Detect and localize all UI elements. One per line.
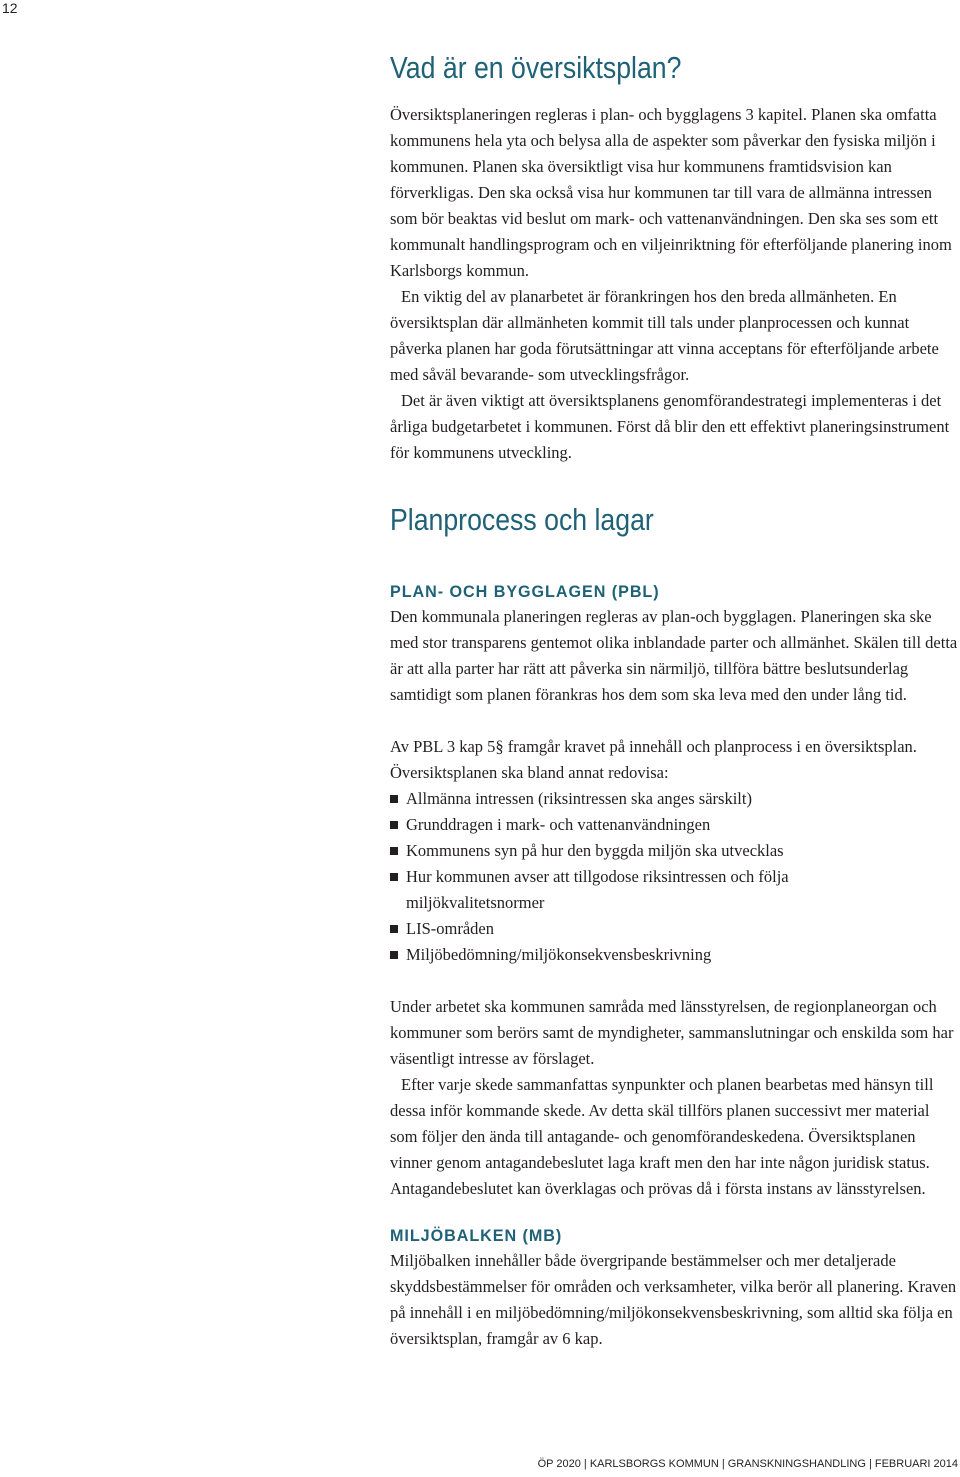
list-item: Miljöbedömning/miljökonsekvensbeskrivning: [390, 942, 960, 968]
list-item: Kommunens syn på hur den byggda miljön ska utvecklas: [390, 838, 960, 864]
square-bullet-icon: [390, 873, 398, 881]
list-item: Allmänna intressen (riksintressen ska anges särskilt): [390, 786, 960, 812]
square-bullet-icon: [390, 821, 398, 829]
spacer: [390, 968, 960, 994]
paragraph: Översiktsplaneringen regleras i plan- och bygglagens 3 kapitel. Planen ska omfatta kommunens hela yta och belysa alla de aspekter som påverkar den fysiska miljön i kommunen. Planen ska översiktligt visa hur kommunens framtidsvision kan förverkligas. Den ska också visa hur kommunen tar till vara de allmänna intressen som bör beaktas vid beslut om mark- och vattenanvändningen. Den ska ses som ett kommunalt handlingsprogram och en viljeinriktning för efterföljande planering inom Karlsborgs kommun.: [390, 105, 952, 280]
paragraph: Miljöbalken innehåller både övergripande bestämmelser och mer detaljerade skyddsbestämmelser för områden och verksamheter, vilka berör all planering. Kraven på innehåll i en miljöbedömning/miljökonsekvensbeskrivning, som alltid ska följa en översiktsplan, framgår av 6 kap.: [390, 1251, 957, 1348]
subheading-pbl: PLAN- OCH BYGGLAGEN (PBL): [390, 582, 660, 601]
list-item: Hur kommunen avser att tillgodose riksintressen och följa miljökvalitetsnormer: [390, 864, 861, 916]
square-bullet-icon: [390, 847, 398, 855]
spacer: [390, 1202, 960, 1224]
square-bullet-icon: [390, 795, 398, 803]
paragraph: Den kommunala planeringen regleras av plan-och bygglagen. Planeringen ska ske med stor transparens gentemot olika inblandade parter och allmänhet. Skälen till detta är att alla parter har rätt att påverka sin närmiljö, tillföra bättre beslutsunderlag samtidigt som planen förankras hos dem som ska leva med den under lång tid.: [390, 607, 958, 704]
square-bullet-icon: [390, 951, 398, 959]
section-title-oversiktsplan: Vad är en översiktsplan?: [390, 50, 682, 85]
paragraph: Efter varje skede sammanfattas synpunkter och planen bearbetas med hänsyn till dessa inför kommande skede. Av detta skäl tillförs planen successivt mer material som följer den ända till antagande- och genomförandeskedena. Översiktsplanen vinner genom antagandebeslutet laga kraft men den har inte någon juridisk status. Antagandebeslutet kan överklagas och prövas då i första instans av länsstyrelsen.: [390, 1075, 934, 1198]
paragraph: En viktig del av planarbetet är förankringen hos den breda allmänheten. En översiktsplan där allmänheten kommit till tals under planprocessen och kunnat påverka planen har goda förutsättningar att vinna acceptans för efterföljande arbete med såväl bevarande- som utvecklingsfrågor.: [390, 287, 939, 384]
section-title-planprocess: Planprocess och lagar: [390, 502, 654, 537]
requirements-list: [390, 786, 960, 968]
square-bullet-icon: [390, 925, 398, 933]
paragraph: Av PBL 3 kap 5§ framgår kravet på innehåll och planprocess i en översiktsplan. Översiktsplanen ska bland annat redovisa:: [390, 737, 917, 782]
paragraph: Under arbetet ska kommunen samråda med länsstyrelsen, de regionplaneorgan och kommuner som berörs samt de myndigheter, sammanslutningar och enskilda som har väsentligt intresse av förslaget.: [390, 997, 954, 1068]
list-item: Grunddragen i mark- och vattenanvändningen: [390, 812, 960, 838]
main-content: [390, 48, 960, 1352]
list-item: LIS-områden: [390, 916, 960, 942]
paragraph: Det är även viktigt att översiktsplanens genomförandestrategi implementeras i det årliga budgetarbetet i kommunen. Först då blir den ett effektivt planeringsinstrument för kommunens utveckling.: [390, 391, 950, 462]
page-number: 12: [2, 0, 18, 16]
page-footer: ÖP 2020 | KARLSBORGS KOMMUN | GRANSKNINGSHANDLING | FEBRUARI 2014: [537, 1458, 958, 1470]
subheading-mb: MILJÖBALKEN (MB): [390, 1226, 563, 1245]
spacer: [390, 708, 960, 734]
